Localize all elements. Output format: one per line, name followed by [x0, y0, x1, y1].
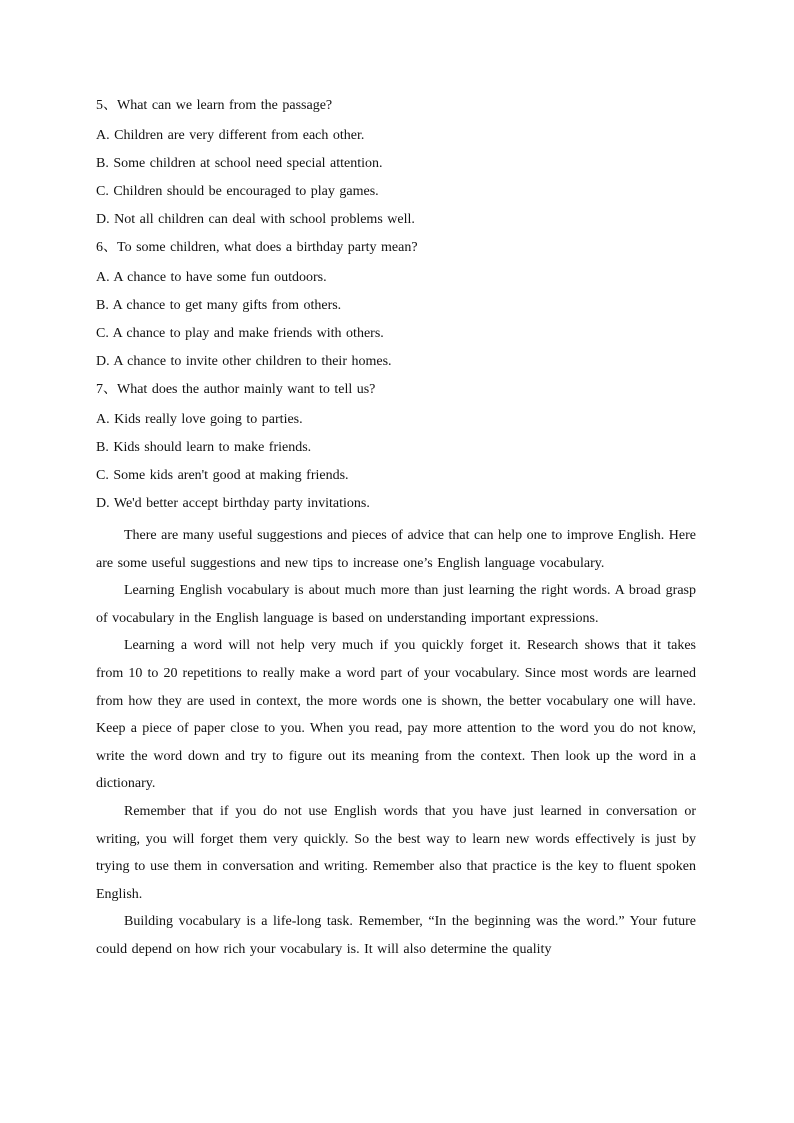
- question-5-stem: [96, 96, 696, 126]
- question-6-stem: [96, 238, 696, 268]
- passage-paragraph-5: Building vocabulary is a life-long task. Remember, “In the beginning was the word.” Your future could depend on how rich your vocabulary is. It will also determine the quality: [96, 914, 696, 957]
- question-5-option-d: D. Not all children can deal with school problems well.: [96, 212, 415, 227]
- question-text: What can we learn from the passage?: [117, 98, 333, 113]
- passage-paragraph-2: Learning English vocabulary is about much more than just learning the right words. A broad grasp of vocabulary in the English language is based on understanding important expressions.: [96, 583, 696, 626]
- question-7-option-b: B. Kids should learn to make friends.: [96, 440, 312, 455]
- reading-passage: [96, 522, 696, 964]
- question-6-option-c: C. A chance to play and make friends with others.: [96, 326, 384, 341]
- question-7-option-c: C. Some kids aren't good at making friends.: [96, 468, 349, 483]
- document-page: [96, 96, 696, 964]
- question-7-option-a: A. Kids really love going to parties.: [96, 412, 303, 427]
- question-6: [96, 238, 696, 380]
- passage-paragraph-4: Remember that if you do not use English words that you have just learned in conversation or writing, you will forget them very quickly. So the best way to learn new words effectively is just by trying to use them in conversation and writing. Remember also that practice is the key to fluent spoken English.: [96, 803, 696, 902]
- question-5-option-b: B. Some children at school need special attention.: [96, 156, 383, 171]
- question-6-option-a: A. A chance to have some fun outdoors.: [96, 270, 327, 285]
- question-text: What does the author mainly want to tell us?: [117, 382, 376, 397]
- question-6-option-b: B. A chance to get many gifts from others.: [96, 298, 342, 313]
- question-5-option-a: A. Children are very different from each other.: [96, 128, 365, 143]
- question-7-option-d: D. We'd better accept birthday party invitations.: [96, 496, 370, 511]
- question-number: 5、: [96, 98, 117, 113]
- question-7-stem: [96, 380, 696, 410]
- question-5: [96, 96, 696, 238]
- question-7: [96, 380, 696, 522]
- passage-paragraph-1: There are many useful suggestions and pieces of advice that can help one to improve English. Here are some useful suggestions and new tips to increase one’s English language vocabulary.: [96, 528, 696, 571]
- question-5-option-c: C. Children should be encouraged to play games.: [96, 184, 379, 199]
- question-text: To some children, what does a birthday party mean?: [117, 240, 418, 255]
- question-number: 6、: [96, 240, 117, 255]
- question-number: 7、: [96, 382, 117, 397]
- passage-paragraph-3: Learning a word will not help very much if you quickly forget it. Research shows that it takes from 10 to 20 repetitions to really make a word part of your vocabulary. Since most words are learned from how they are used in context, the more words one is shown, the better vocabulary one will have. Keep a piece of paper close to you. When you read, pay more attention to the word you do not know, write the word down and try to figure out its meaning from the context. Then look up the word in a dictionary.: [96, 638, 696, 792]
- question-6-option-d: D. A chance to invite other children to their homes.: [96, 354, 392, 369]
